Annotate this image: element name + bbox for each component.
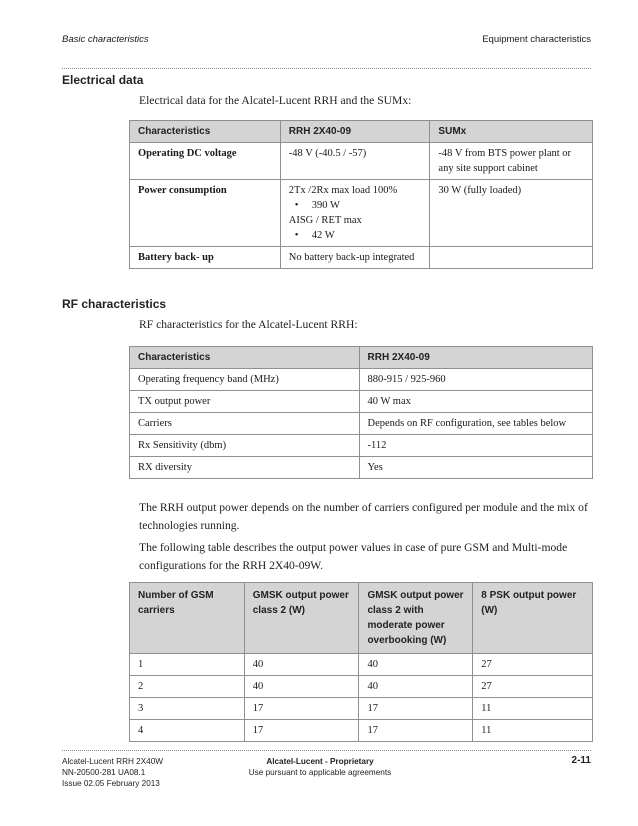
table-cell: 11: [473, 698, 593, 720]
table-cell: 40: [359, 654, 473, 676]
table-cell: 1: [130, 654, 245, 676]
table-cell: TX output power: [130, 391, 360, 413]
col-header: 8 PSK output power (W): [473, 583, 593, 654]
table-cell: -48 V (-40.5 / -57): [280, 143, 430, 180]
rf-paragraph-2: The following table describes the output power values in case of pure GSM and Multi-mode configurations for the RRH 2X40-09W.: [139, 541, 568, 572]
table-cell: [280, 180, 430, 247]
col-header: SUMx: [430, 121, 593, 143]
table-cell: 30 W (fully loaded): [430, 180, 593, 247]
table-cell: 27: [473, 676, 593, 698]
table-row: [130, 143, 593, 180]
footer-left: [62, 756, 163, 789]
col-header: Characteristics: [130, 347, 360, 369]
footer-usage: Use pursuant to applicable agreements: [248, 768, 392, 777]
rf-table: [129, 346, 593, 479]
row-label: Operating DC voltage: [130, 143, 281, 180]
electrical-table: [129, 120, 593, 269]
footer-doc-number: NN-20500-281 UA08.1: [62, 768, 146, 777]
gsm-power-table: [129, 582, 593, 742]
table-row: [130, 457, 593, 479]
table-header-row: [130, 347, 593, 369]
page-number: 2-11: [571, 755, 591, 766]
table-cell: RX diversity: [130, 457, 360, 479]
footer-proprietary: Alcatel-Lucent - Proprietary: [266, 757, 374, 766]
col-header: GMSK output power class 2 (W): [244, 583, 359, 654]
cell-line: AISG / RET max: [288, 215, 362, 226]
table-row: [130, 435, 593, 457]
col-header: Number of GSM carriers: [130, 583, 245, 654]
section-title-electrical: Electrical data: [62, 73, 144, 87]
table-cell: 4: [130, 720, 245, 742]
table-row: [130, 698, 593, 720]
table-cell: 880-915 / 925-960: [359, 369, 592, 391]
rf-intro: RF characteristics for the Alcatel-Lucent RRH:: [139, 318, 358, 331]
table-cell: 17: [359, 698, 473, 720]
table-cell: Carriers: [130, 413, 360, 435]
table-cell: Yes: [359, 457, 592, 479]
table-row: [130, 247, 593, 269]
running-header-left: Basic characteristics: [62, 34, 149, 45]
table-cell: 40: [244, 676, 359, 698]
table-cell: [430, 247, 593, 269]
table-row: [130, 654, 593, 676]
cell-line: 2Tx /2Rx max load 100%: [288, 185, 398, 196]
table-cell: 17: [244, 698, 359, 720]
table-cell: 17: [244, 720, 359, 742]
col-header: RRH 2X40-09: [280, 121, 430, 143]
table-row: [130, 676, 593, 698]
table-cell: 11: [473, 720, 593, 742]
table-cell: -112: [359, 435, 592, 457]
bullet-item: • 390 W: [289, 198, 424, 213]
table-row: [130, 369, 593, 391]
table-cell: -48 V from BTS power plant or any site support cabinet: [430, 143, 593, 180]
footer-product: Alcatel-Lucent RRH 2X40W: [62, 757, 164, 766]
table-cell: Depends on RF configuration, see tables below: [359, 413, 592, 435]
col-header: RRH 2X40-09: [359, 347, 592, 369]
col-header: GMSK output power class 2 with moderate power overbooking (W): [359, 583, 473, 654]
table-cell: No battery back-up integrated: [280, 247, 430, 269]
header-divider: [62, 68, 591, 69]
footer-divider: [62, 750, 591, 751]
table-cell: Rx Sensitivity (dbm): [130, 435, 360, 457]
footer-issue: Issue 02.05 February 2013: [62, 779, 160, 788]
table-header-row: [130, 583, 593, 654]
table-cell: 40 W max: [359, 391, 592, 413]
table-cell: 27: [473, 654, 593, 676]
table-cell: 2: [130, 676, 245, 698]
electrical-intro: Electrical data for the Alcatel-Lucent RRH and the SUMx:: [139, 94, 412, 107]
table-row: [130, 413, 593, 435]
rf-paragraph-1: The RRH output power depends on the number of carriers configured per module and the mix of technologies running.: [139, 501, 588, 532]
row-label: Battery back- up: [130, 247, 281, 269]
bullet-item: • 42 W: [289, 228, 424, 243]
table-cell: 40: [244, 654, 359, 676]
table-header-row: [130, 121, 593, 143]
table-cell: Operating frequency band (MHz): [130, 369, 360, 391]
running-header-right: Equipment characteristics: [482, 34, 591, 45]
row-label: Power consumption: [130, 180, 281, 247]
table-row: [130, 391, 593, 413]
col-header: Characteristics: [130, 121, 281, 143]
table-cell: 17: [359, 720, 473, 742]
table-row: [130, 180, 593, 247]
table-cell: 40: [359, 676, 473, 698]
table-row: [130, 720, 593, 742]
section-title-rf: RF characteristics: [62, 297, 167, 311]
footer-center: [180, 756, 460, 778]
table-cell: 3: [130, 698, 245, 720]
